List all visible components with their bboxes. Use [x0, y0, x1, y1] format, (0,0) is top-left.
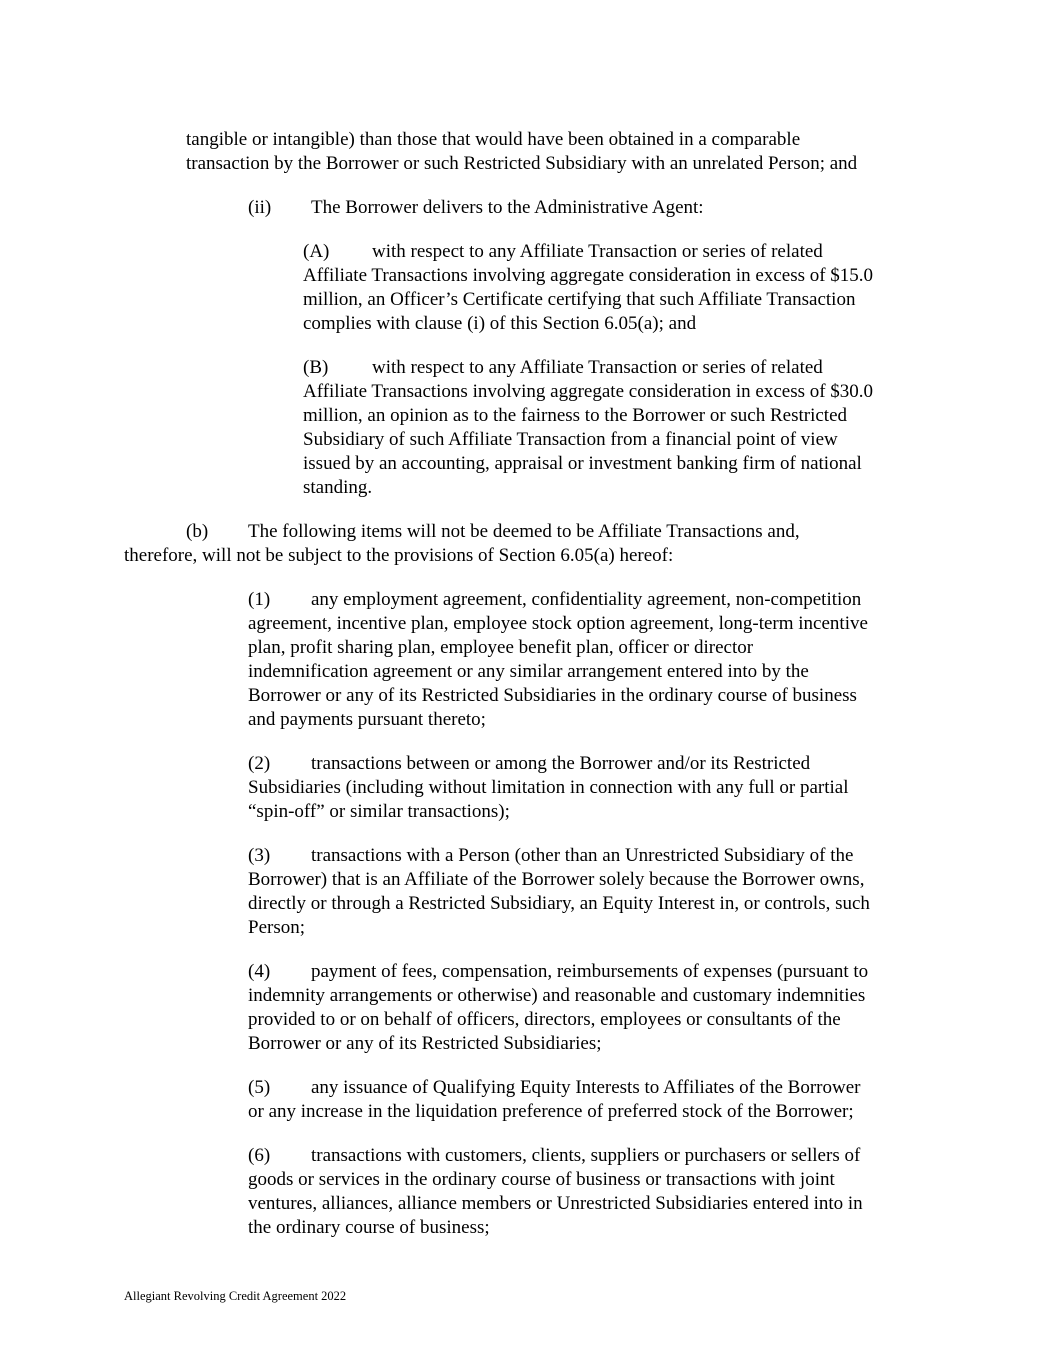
- paragraph-line: complies with clause (i) of this Section 6.05(a); and: [303, 313, 697, 334]
- paragraph-line: Affiliate Transactions involving aggregate consideration in excess of $15.0: [303, 265, 874, 286]
- clause-label: (3): [248, 845, 271, 866]
- paragraph-line: the ordinary course of business;: [248, 1217, 490, 1238]
- paragraph-line: payment of fees, compensation, reimbursements of expenses (pursuant to: [311, 961, 869, 982]
- clause-label: (5): [248, 1077, 271, 1098]
- paragraph-line: and payments pursuant thereto;: [248, 709, 486, 730]
- paragraph-line: Affiliate Transactions involving aggregate consideration in excess of $30.0: [303, 381, 874, 402]
- paragraph-line: Borrower) that is an Affiliate of the Borrower solely because the Borrower owns,: [248, 869, 865, 890]
- paragraph-line: transactions with a Person (other than an Unrestricted Subsidiary of the: [311, 845, 854, 866]
- clause-label: (4): [248, 961, 271, 982]
- paragraph-line: million, an opinion as to the fairness to the Borrower or such Restricted: [303, 405, 848, 426]
- paragraph-line: goods or services in the ordinary course of business or transactions with joint: [248, 1169, 835, 1190]
- paragraph-line: The following items will not be deemed to be Affiliate Transactions and,: [248, 521, 800, 542]
- paragraph-line: plan, profit sharing plan, employee benefit plan, officer or director: [248, 637, 754, 658]
- paragraph-line: any issuance of Qualifying Equity Interests to Affiliates of the Borrower: [311, 1077, 861, 1098]
- paragraph-line: “spin-off” or similar transactions);: [248, 801, 510, 822]
- paragraph-line: transaction by the Borrower or such Restricted Subsidiary with an unrelated Person; and: [186, 153, 858, 174]
- paragraph-line: therefore, will not be subject to the provisions of Section 6.05(a) hereof:: [124, 545, 674, 566]
- paragraph-line: million, an Officer’s Certificate certifying that such Affiliate Transaction: [303, 289, 856, 310]
- paragraph-line: indemnification agreement or any similar arrangement entered into by the: [248, 661, 809, 682]
- paragraph-line: directly or through a Restricted Subsidiary, an Equity Interest in, or controls, such: [248, 893, 870, 914]
- paragraph-line: provided to or on behalf of officers, directors, employees or consultants of the: [248, 1009, 841, 1030]
- clause-label: (ii): [248, 197, 272, 218]
- paragraph-line: agreement, incentive plan, employee stock option agreement, long-term incentive: [248, 613, 868, 634]
- paragraph-line: with respect to any Affiliate Transaction or series of related: [372, 357, 823, 378]
- paragraph-line: any employment agreement, confidentiality agreement, non-competition: [311, 589, 862, 610]
- paragraph-line: issued by an accounting, appraisal or investment banking firm of national: [303, 453, 862, 474]
- paragraph-line: transactions with customers, clients, suppliers or purchasers or sellers of: [311, 1145, 861, 1166]
- clause-label: (1): [248, 589, 271, 610]
- paragraph-line: Person;: [248, 917, 305, 938]
- paragraph-line: Subsidiary of such Affiliate Transaction from a financial point of view: [303, 429, 838, 450]
- paragraph-line: transactions between or among the Borrower and/or its Restricted: [311, 753, 811, 774]
- clause-label: (A): [303, 241, 330, 262]
- paragraph-line: standing.: [303, 477, 373, 498]
- clause-label: (2): [248, 753, 271, 774]
- page-footer: Allegiant Revolving Credit Agreement 2022: [124, 1289, 347, 1303]
- paragraph-line: The Borrower delivers to the Administrative Agent:: [311, 197, 704, 218]
- paragraph-line: Borrower or any of its Restricted Subsidiaries in the ordinary course of business: [248, 685, 857, 706]
- clause-label: (B): [303, 357, 329, 378]
- paragraph-line: with respect to any Affiliate Transaction or series of related: [372, 241, 823, 262]
- clause-label: (b): [186, 521, 209, 542]
- paragraph-line: ventures, alliances, alliance members or Unrestricted Subsidiaries entered into in: [248, 1193, 863, 1214]
- paragraph-line: tangible or intangible) than those that would have been obtained in a comparable: [186, 129, 801, 150]
- paragraph-line: Borrower or any of its Restricted Subsidiaries;: [248, 1033, 602, 1054]
- paragraph-line: indemnity arrangements or otherwise) and reasonable and customary indemnities: [248, 985, 866, 1006]
- paragraph-line: or any increase in the liquidation preference of preferred stock of the Borrower;: [248, 1101, 854, 1122]
- clause-label: (6): [248, 1145, 271, 1166]
- paragraph-line: Subsidiaries (including without limitation in connection with any full or partial: [248, 777, 849, 798]
